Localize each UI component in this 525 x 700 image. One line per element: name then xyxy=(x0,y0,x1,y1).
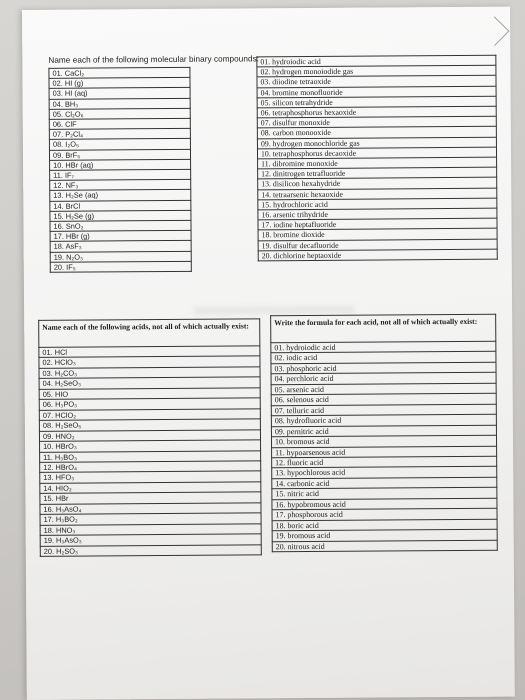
table-row-cell: 19. disulfur decafluoride xyxy=(258,239,497,251)
table-row-cell: 07. telluric acid xyxy=(271,404,496,416)
table-row-cell: 01. CaCl₂ xyxy=(49,67,190,78)
table-row-cell: 03. H₂CO₃ xyxy=(39,367,260,379)
table-row-cell: 12. dinitrogen tetrafluoride xyxy=(258,167,497,179)
table-row-cell: 14. BrCl xyxy=(50,200,191,211)
table-row-cell: 14. tetraarsenic hexaoxide xyxy=(258,188,497,200)
table-row-cell: 19. N₂O₃ xyxy=(50,251,191,262)
table-row xyxy=(40,544,261,556)
table-row-cell: 03. diiodine tetraoxide xyxy=(257,76,496,88)
table-row-cell: 02. HClO₃ xyxy=(39,356,260,368)
table-row-cell: 03. phosphoric acid xyxy=(271,362,496,374)
table-row-cell: 20. dichlorine heptaoxide xyxy=(258,249,497,261)
table-row-cell: 03. HI (aq) xyxy=(49,88,190,99)
table-row-cell: 06. tetraphosphorus hexaoxide xyxy=(257,106,496,118)
table-row xyxy=(258,249,497,261)
table-row-cell: 01. hydroiodic acid xyxy=(271,341,496,353)
table-row-cell: 09. hydrogen monochloride gas xyxy=(257,137,496,149)
table-row-cell: 11. hypoarsenous acid xyxy=(272,446,497,458)
table-row-cell: 09. HNO₂ xyxy=(39,429,260,441)
table-row-cell: 12. fluoric acid xyxy=(272,456,497,468)
table-row-cell: 04. perchloric acid xyxy=(271,373,496,385)
table-row-cell: 10. tetraphosphorus decaoxide xyxy=(257,147,496,159)
table-row-cell: 06. H₃PO₃ xyxy=(39,398,260,410)
table-row-cell: 08. carbon monooxide xyxy=(257,127,496,139)
acids-name-header: Name each of the following acids, not all of which actually exist: xyxy=(39,319,260,348)
table-row-cell: 07. HClO₂ xyxy=(39,409,260,421)
table-row-cell: 16. SnO₂ xyxy=(50,220,191,231)
table-row-cell: 16. hypobromous acid xyxy=(272,498,497,510)
table-row-cell: 13. hypochlorous acid xyxy=(272,467,497,479)
table-row-cell: 14. HIO₂ xyxy=(40,482,261,494)
table-row-cell: 17. phosphorous acid xyxy=(272,508,497,520)
table-row-cell: 05. arsenic acid xyxy=(271,383,496,395)
table-row-cell: 01. HCl xyxy=(39,346,260,358)
section1-title: Name each of the following molecular binary compounds: xyxy=(48,54,260,65)
binary-compounds-formula-table xyxy=(48,67,191,273)
table-row-cell: 13. disilicon hexahydride xyxy=(258,178,497,190)
table-row-cell: 04. H₂SeO₃ xyxy=(39,377,260,389)
table-row-cell: 02. HI (g) xyxy=(49,78,190,89)
table-row-cell: 08. hydrofluoric acid xyxy=(271,414,496,426)
table-row-cell: 18. HNO₃ xyxy=(40,524,261,536)
table-row-cell: 06. selenous acid xyxy=(271,393,496,405)
binary-compounds-name-table xyxy=(256,55,497,262)
table-row-cell: 20. nitrous acid xyxy=(272,540,497,552)
table-row-cell: 18. AsF₃ xyxy=(50,241,191,252)
acids-name-table xyxy=(270,314,498,553)
table-row-cell: 16. H₃AsO₄ xyxy=(40,503,261,515)
acids-formula-header: Write the formula for each acid, not all of which actually exist: xyxy=(271,314,496,343)
table-row-cell: 17. HBr (g) xyxy=(50,231,191,242)
acids-formula-table xyxy=(38,318,262,557)
worksheet-page xyxy=(22,7,515,700)
table-row-cell: 14. carbonic acid xyxy=(272,477,497,489)
table-row-cell: 04. BH₃ xyxy=(49,98,190,109)
table-row-cell: 19. H₃AsO₃ xyxy=(40,534,261,546)
table-row-cell: 07. disulfur monoxide xyxy=(257,116,496,128)
page-shadow xyxy=(194,306,354,315)
table-row-cell: 17. H₃BO₂ xyxy=(40,513,261,525)
table-row-cell: 15. H₂Se (g) xyxy=(50,210,191,221)
table-row-cell: 15. HBr xyxy=(40,492,261,504)
corner-fold-mark xyxy=(480,16,510,46)
table-row-cell: 15. nitric acid xyxy=(272,488,497,500)
table-row-cell: 10. bromous acid xyxy=(271,435,496,447)
table-row-cell: 13. H₂Se (aq) xyxy=(50,190,191,201)
table-row-cell: 17. iodine heptafluoride xyxy=(258,218,497,230)
table-row-cell: 12. NF₃ xyxy=(50,180,191,191)
table-row-cell: 02. iodic acid xyxy=(271,352,496,364)
table-row-cell: 08. I₂O₅ xyxy=(49,139,190,150)
table-row-cell: 10. HBrO₃ xyxy=(40,440,261,452)
table-row-cell: 05. Cl₂O₆ xyxy=(49,108,190,119)
table-row-cell: 07. P₂Cl₄ xyxy=(49,129,190,140)
table-row-cell: 01. hydroiodic acid xyxy=(257,55,496,67)
table-row-cell: 15. hydrochloric acid xyxy=(258,198,497,210)
table-row-cell: 18. boric acid xyxy=(272,519,497,531)
table-row-cell: 16. arsenic trihydride xyxy=(258,208,497,220)
table-row-cell: 11. H₃BO₃ xyxy=(40,450,261,462)
table-row-cell: 12. HBrO₄ xyxy=(40,461,261,473)
table-row-cell: 05. HIO xyxy=(39,388,260,400)
table-row-cell: 18. bromine dioxide xyxy=(258,229,497,241)
table-row-cell: 02. hydrogen monoiodide gas xyxy=(257,65,496,77)
table-row-cell: 09. pernitric acid xyxy=(271,425,496,437)
table-row-cell: 08. H₂SeO₅ xyxy=(39,419,260,431)
table-row-cell: 09. BrF₅ xyxy=(49,149,190,160)
table-row xyxy=(50,261,191,272)
table-row-cell: 11. IF₇ xyxy=(50,169,191,180)
table-row-cell: 13. HFO₃ xyxy=(40,471,261,483)
table-row-cell: 19. bromous acid xyxy=(272,529,497,541)
table-row-cell: 04. bromine monofluoride xyxy=(257,86,496,98)
table-row-cell: 10. HBr (aq) xyxy=(50,159,191,170)
table-row-cell: 20. IF₅ xyxy=(50,261,191,272)
table-row-cell: 05. silicon tetrahydride xyxy=(257,96,496,108)
table-row-cell: 20. H₂SO₃ xyxy=(40,544,261,556)
table-row xyxy=(272,540,497,552)
table-row-cell: 06. ClF xyxy=(49,118,190,129)
table-row-cell: 11. dibromine monoxide xyxy=(258,157,497,169)
